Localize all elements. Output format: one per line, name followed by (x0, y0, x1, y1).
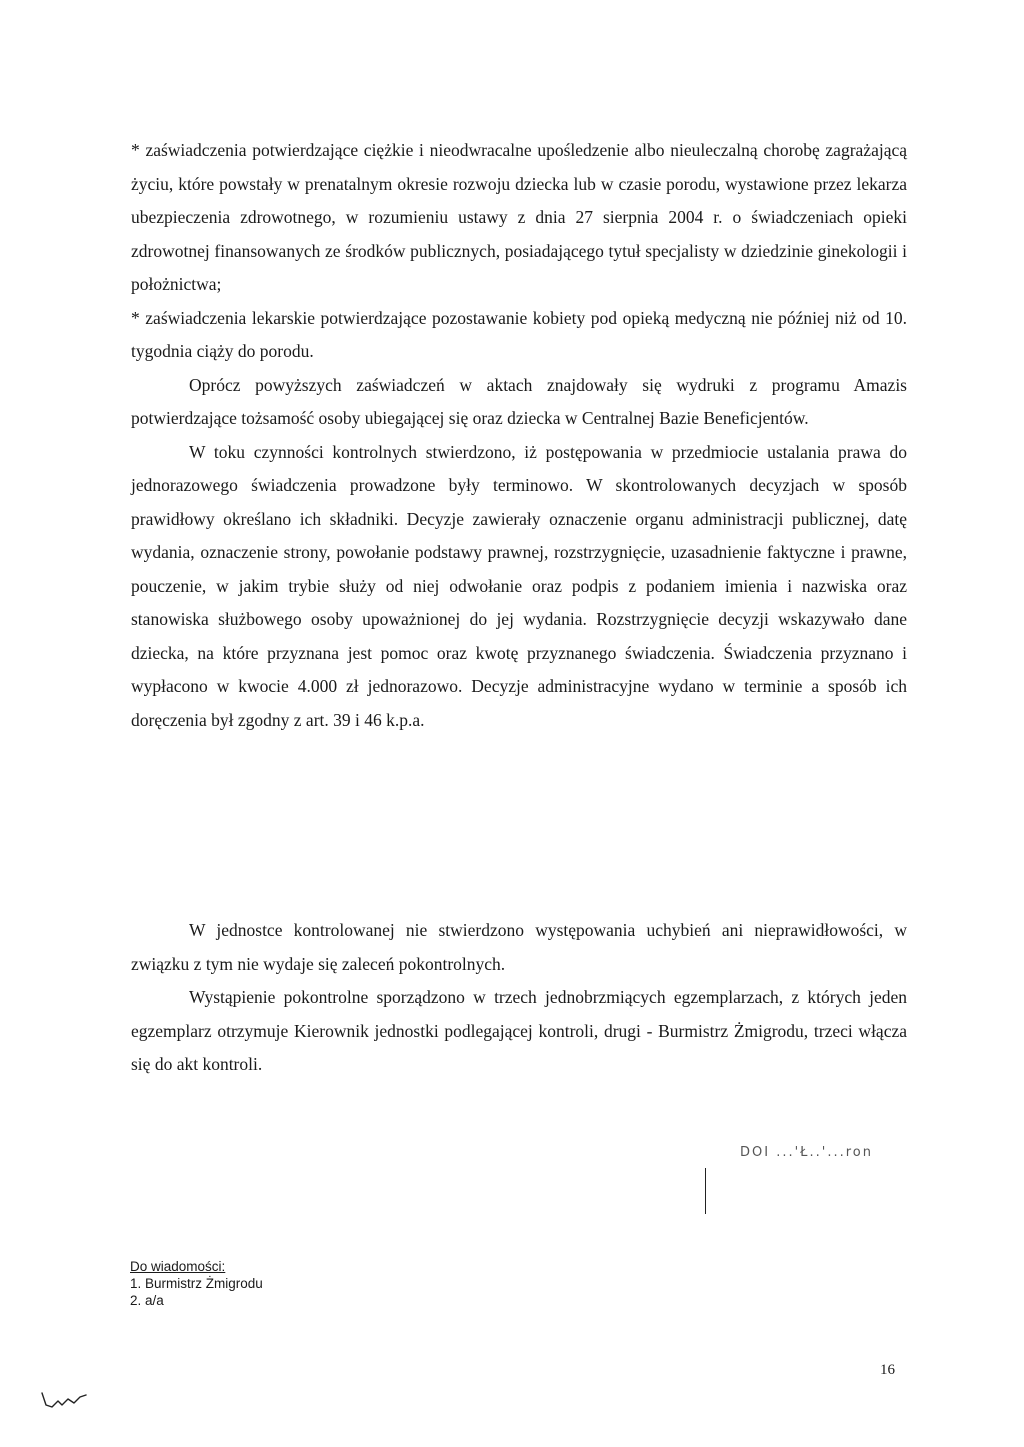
body-text-bottom (131, 914, 907, 1082)
page-number: 16 (880, 1362, 895, 1378)
signature-stamp: DOI ...'Ł..'...ron (740, 1145, 873, 1160)
paragraph-medical-certificates: * zaświadczenia potwierdzające ciężkie i nieodwracalne upośledzenie albo nieuleczalną chorobę zagrażającą życiu, które powstały w prenatalnym okresie rozwoju dziecka lub w czasie porodu, wystawione przez lekarza ubezpieczenia zdrowotnego, w rozumieniu ustawy z dnia 27 sierpnia 2004 r. o świadczeniach opieki zdrowotnej finansowanych ze środków publicznych, posiadającego tytuł specjalisty w dziedzinie ginekologii i położnictwa; (131, 140, 907, 294)
paragraph-medical-care: * zaświadczenia lekarskie potwierdzające pozostawanie kobiety pod opieką medyczną nie później niż od 10. tygodnia ciąży do porodu. (131, 307, 907, 361)
distribution-list (130, 1258, 263, 1309)
distribution-item: 2. a/a (130, 1293, 164, 1308)
signature-line (705, 1168, 706, 1214)
distribution-item: 1. Burmistrz Żmigrodu (130, 1276, 263, 1291)
handwritten-initials (40, 1385, 90, 1415)
paragraph-findings: W toku czynności kontrolnych stwierdzono, iż postępowania w przedmiocie ustalania prawa do jednorazowego świadczenia prowadzone były terminowo. W skontrolowanych decyzjach w sposób prawidłowy określano ich składniki. Decyzje zawierały oznaczenie organu administracji publicznej, datę wydania, oznaczenie strony, powołanie podstawy prawnej, rozstrzygnięcie, uzasadnienie faktyczne i prawne, pouczenie, w jakim trybie służy od niej odwołanie oraz podpis z podaniem imienia i nazwiska oraz stanowiska służbowego osoby upoważnionej do jej wydania. Rozstrzygnięcie decyzji wskazywało dane dziecka, na które przyznana jest pomoc oraz kwotę przyznanego świadczenia. Świadczenia przyznano i wypłacono w kwocie 4.000 zł jednorazowo. Decyzje administracyjne wydano w terminie a sposób ich doręczenia był zgodny z art. 39 i 46 k.p.a. (131, 441, 907, 730)
paragraph-no-irregularities: W jednostce kontrolowanej nie stwierdzono występowania uchybień ani nieprawidłowości, w związku z tym nie wydaje się zaleceń pokontrolnych. (131, 920, 907, 974)
paragraph-amazis: Oprócz powyższych zaświadczeń w aktach znajdowały się wydruki z programu Amazis potwierdzające tożsamość osoby ubiegającej się oraz dziecka w Centralnej Bazie Beneficjentów. (131, 374, 907, 428)
paragraph-copies: Wystąpienie pokontrolne sporządzono w trzech jednobrzmiących egzemplarzach, z których jeden egzemplarz otrzymuje Kierownik jednostki podlegającej kontroli, drugi - Burmistrz Żmigrodu, trzeci włącza się do akt kontroli. (131, 987, 907, 1074)
body-text-top (131, 134, 907, 737)
distribution-heading: Do wiadomości: (130, 1259, 226, 1274)
